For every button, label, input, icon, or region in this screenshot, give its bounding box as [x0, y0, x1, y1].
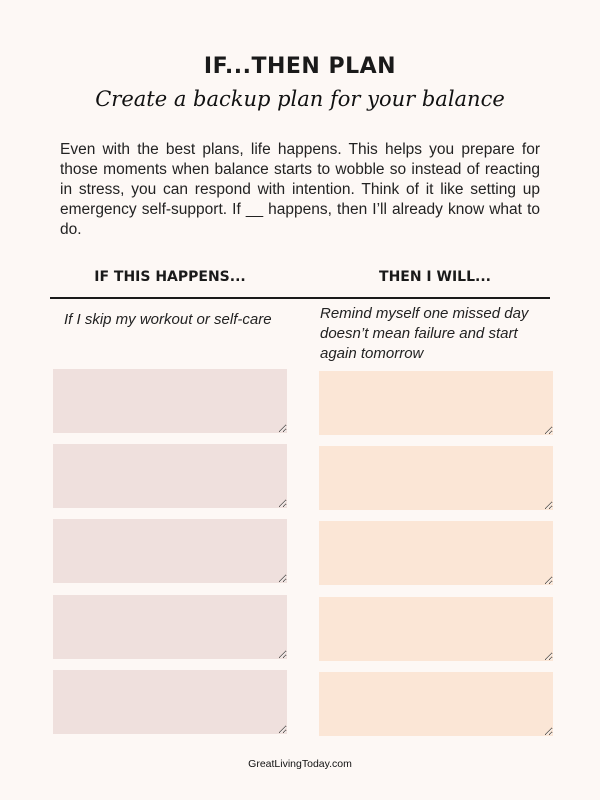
if-input-row-3[interactable]: [53, 519, 287, 583]
then-input-row-3[interactable]: [319, 521, 553, 585]
example-if-text: If I skip my workout or self-care: [64, 311, 272, 328]
then-input-row-5[interactable]: [319, 672, 553, 736]
if-input-row-5[interactable]: [53, 670, 287, 734]
page-title: IF...THEN PLAN: [203, 54, 397, 79]
column-header-if: IF THIS HAPPENS...: [94, 269, 246, 285]
column-header-then: THEN I WILL...: [379, 269, 491, 285]
page-subtitle: Create a backup plan for your balance: [95, 87, 505, 111]
then-input-row-4[interactable]: [319, 597, 553, 661]
if-input-row-1[interactable]: [53, 369, 287, 433]
then-input-row-2[interactable]: [319, 446, 553, 510]
if-input-row-2[interactable]: [53, 444, 287, 508]
intro-paragraph: Even with the best plans, life happens. This helps you prepare for those moments when balance starts to wobble so instead of reacting in stress, you can respond with intention. Think of it like setting up emergency self-support. If __ happens, then I’ll already know what to do.: [60, 141, 540, 238]
header-divider: [50, 297, 550, 299]
footer-site-name: GreatLivingToday.com: [248, 758, 352, 770]
example-then-text: Remind myself one missed day doesn’t mean failure and start again tomorrow: [320, 305, 529, 362]
then-input-row-1[interactable]: [319, 371, 553, 435]
if-input-row-4[interactable]: [53, 595, 287, 659]
